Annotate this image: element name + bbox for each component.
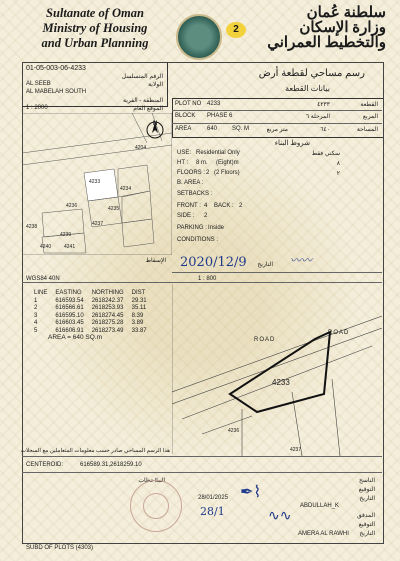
- cell: 2618275.28: [91, 320, 124, 326]
- region-value: AL MABELAH SOUTH: [26, 89, 87, 95]
- cell: 2618274.45: [91, 312, 124, 319]
- cell: 2618253.93: [91, 305, 124, 311]
- signature-top: 〰〰: [290, 254, 312, 267]
- cell: 3.89: [131, 320, 144, 326]
- cell: 616595.10: [55, 312, 84, 319]
- height-label: HT :: [177, 160, 189, 166]
- cell: 616603.45: [55, 320, 84, 326]
- coords-header-row: [30, 290, 151, 298]
- block-label-ar: المربع: [362, 114, 378, 120]
- header-en-line2: Ministry of Housing: [42, 21, 148, 35]
- notes-label-ar: الملاحظات: [138, 478, 165, 484]
- building-area-label: B. AREA :: [177, 180, 204, 186]
- height-words: (Eight)m: [216, 160, 239, 166]
- footer-top-line: [22, 456, 382, 457]
- lot-label-4237-small: 4237: [92, 221, 104, 227]
- front-label: FRONT :: [177, 203, 201, 209]
- copier-label-ar: الناسخ: [358, 478, 375, 484]
- lot-label-4233: 4233: [272, 378, 290, 387]
- header-ar-line3: والتخطيط العمراني: [267, 35, 386, 51]
- copier-signature: ✒︎⌇: [240, 482, 262, 501]
- parking-label: PARKING :: [177, 225, 207, 231]
- date1-value: 28/01/2025: [198, 495, 229, 501]
- ministry-name-arabic: [236, 6, 386, 51]
- road-label-2: ROAD: [328, 330, 350, 336]
- ministry-logo-icon: [176, 14, 222, 60]
- lot-label-4235-small: 4235: [108, 206, 120, 212]
- copier-name: ABDULLAH_K: [300, 503, 340, 509]
- plot-no-value: 4233: [207, 101, 221, 107]
- region-label-ar: المنطقة - القرية: [122, 98, 163, 104]
- coords-area: AREA = 640 SQ.m: [48, 334, 103, 341]
- use-value-ar: سكني فقط: [311, 151, 340, 157]
- title-ar: رسم مساحي لقطعة أرض: [258, 68, 365, 79]
- page-badge: 2: [226, 22, 246, 38]
- centroid-line: [22, 472, 382, 473]
- area-label: AREA: [175, 126, 192, 132]
- cell: 616606.91: [55, 327, 84, 334]
- sign1-label-ar: التوقيع: [358, 487, 375, 493]
- wilayat-value: AL SEEB: [26, 81, 51, 87]
- col-northing: NORTHING: [91, 290, 124, 296]
- cell: 4: [34, 320, 38, 326]
- lot-label-4239-small: 4239: [60, 232, 72, 238]
- handwritten-date: 2020/12/9: [180, 255, 247, 270]
- lot-label-4236-small: 4236: [66, 203, 78, 209]
- ministry-name-english: [30, 6, 160, 51]
- lot-label-4237: 4237: [290, 447, 302, 453]
- krookie-number: 01-05-003-06-4233: [26, 65, 86, 72]
- block-label: BLOCK: [175, 113, 196, 119]
- table-row: [30, 305, 151, 313]
- header-en-line1: Sultanate of Oman: [46, 6, 144, 20]
- height-value: 8 m.: [196, 160, 208, 166]
- cell: 616593.54: [55, 297, 84, 304]
- area-value-ar: ٦٤٠: [320, 127, 330, 133]
- height-value-ar: ٨: [336, 161, 340, 167]
- subdivision-note: SUBD OF PLOTS (4303): [26, 545, 94, 551]
- subtitle-ar: بيانات القطعة: [285, 84, 330, 93]
- col-line: LINE: [34, 290, 48, 296]
- side-value: 2: [204, 213, 208, 219]
- grid-line-2: [172, 123, 382, 124]
- svg-text:N: N: [153, 121, 158, 127]
- lot-label-4233-small: 4233: [89, 179, 101, 185]
- col-dist: DIST: [131, 290, 146, 296]
- road-label-1: ROAD: [254, 337, 276, 343]
- table-row: [30, 313, 151, 321]
- conditions-label: CONDITIONS :: [177, 237, 219, 243]
- floors-words: (2 Floors): [214, 170, 240, 176]
- krookie-label-ar: الرقم المتسلسل: [121, 74, 163, 80]
- header-ar-line1: سلطنة عُمان: [306, 5, 386, 21]
- official-seal-icon: [130, 480, 182, 532]
- table-row: [30, 298, 151, 306]
- block-value: PHASE 6: [207, 113, 233, 119]
- parking-value: Inside: [208, 225, 225, 231]
- lot-label-4204-small: 4204: [135, 145, 147, 151]
- setbacks-label: SETBACKS :: [177, 191, 213, 197]
- cell: 2: [34, 305, 38, 311]
- area-unit-ar: متر مربع: [266, 127, 288, 133]
- conditions-heading-ar: شروط البناء: [274, 140, 310, 147]
- projection: WGS84 40N: [26, 276, 60, 282]
- lot-label-4240-small: 4240: [40, 244, 52, 250]
- lot-label-4236: 4236: [228, 428, 240, 434]
- front-value: 4: [204, 203, 208, 209]
- floors-label: FLOORS :: [177, 170, 206, 176]
- cell: 33.87: [131, 327, 147, 334]
- floors-value-ar: ٢: [336, 171, 340, 177]
- general-location-label-ar: الموقع العام: [133, 106, 163, 112]
- use-value: Residential Only: [196, 150, 240, 156]
- side-label: SIDE :: [177, 213, 195, 219]
- lot-label-4238-small: 4238: [26, 224, 38, 230]
- back-value: 2: [239, 203, 243, 209]
- floors-value: 2: [206, 170, 210, 176]
- auditor-name: AMERA AL RAWHI: [298, 531, 349, 537]
- projection-label-ar: الإسقاط: [145, 258, 166, 264]
- cell: 1: [34, 297, 38, 304]
- band-line: [22, 282, 382, 283]
- lot-label-4234-small: 4234: [120, 186, 132, 192]
- auditor-label-ar: المدقق: [357, 513, 375, 519]
- disclaimer-ar: هذا الرسم المساحي صادر حسب معلومات المتعاملين مع السجلات: [20, 448, 170, 454]
- cell: 3: [34, 312, 38, 319]
- wilayat-label-ar: الولاية: [148, 82, 163, 88]
- table-row: [30, 320, 151, 328]
- coordinates-table: [30, 290, 151, 335]
- cell: 8.39: [131, 312, 144, 319]
- area-label-ar: المساحة: [356, 127, 378, 133]
- use-label: USE:: [177, 150, 192, 156]
- centroid-label: CENTEROID:: [26, 462, 64, 468]
- date2-label-ar: التاريخ: [359, 531, 375, 537]
- cell: 2618273.49: [91, 327, 124, 334]
- centroid-value: 616589.31,2618259.10: [80, 462, 142, 468]
- auditor-date-handwritten: 28/1: [200, 505, 225, 518]
- conditions-bottom-line: [172, 272, 382, 273]
- plot-label-ar: القطعة: [360, 102, 378, 108]
- lot-label-4241-small: 4241: [64, 244, 76, 250]
- back-label: BACK :: [214, 203, 234, 209]
- area-value: 640: [207, 126, 218, 132]
- block-value-ar: المرحلة ٦: [305, 114, 330, 120]
- cell: 5: [34, 327, 38, 334]
- grid-line-1: [172, 110, 382, 111]
- plot-no-value-ar: ٤٢٣٣: [317, 102, 330, 108]
- location-scale: 1 : 2000: [26, 105, 48, 111]
- detail-scale: 1 : 800: [198, 276, 217, 282]
- date1-label-ar: التاريخ: [359, 496, 375, 502]
- cell: 2618242.37: [91, 297, 124, 304]
- header-en-line3: and Urban Planning: [41, 36, 149, 50]
- cell: 35.11: [131, 305, 147, 311]
- col-easting: EASTING: [55, 290, 82, 296]
- header-ar-line2: وزارة الإسكان: [299, 20, 386, 36]
- area-unit: SQ. M: [232, 126, 250, 132]
- plot-no-label: PLOT NO: [175, 101, 202, 107]
- date-label-ar: التاريخ: [257, 262, 273, 268]
- cell: 29.31: [131, 297, 147, 304]
- auditor-signature: ∿∿: [268, 508, 292, 524]
- cell: 616566.61: [55, 305, 84, 311]
- detail-plan-map: [172, 284, 382, 456]
- sign2-label-ar: التوقيع: [358, 522, 375, 528]
